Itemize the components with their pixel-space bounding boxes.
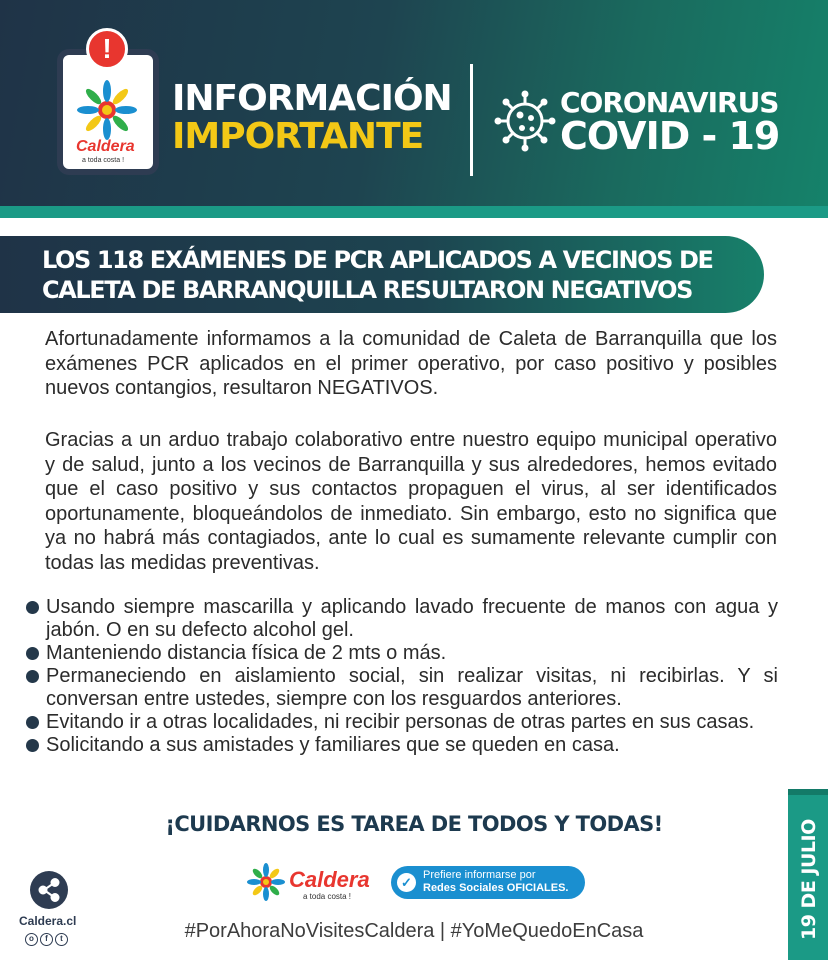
share-icon[interactable] xyxy=(30,871,68,909)
header-banner xyxy=(0,0,828,206)
title-informacion: INFORMACIÓN xyxy=(172,78,452,119)
instagram-icon[interactable]: o xyxy=(25,933,38,946)
alert-icon: ! xyxy=(86,28,128,70)
logo-brand: Caldera xyxy=(289,867,370,892)
title-importante: IMPORTANTE xyxy=(172,116,424,157)
bullet-icon xyxy=(26,670,39,683)
official-channels-badge[interactable] xyxy=(391,866,585,899)
list-item-text: Usando siempre mascarilla y aplicando lavado frecuente de manos con agua y jabón. O en su defecto alcohol gel. xyxy=(46,596,778,641)
check-icon: ✓ xyxy=(397,873,416,892)
list-item-text: Evitando ir a otras localidades, ni recibir personas de otras partes en sus casas. xyxy=(46,711,755,733)
list-item xyxy=(26,665,778,711)
list-item-text: Solicitando a sus amistades y familiares que se queden en casa. xyxy=(46,734,620,756)
bullet-icon xyxy=(26,716,39,729)
twitter-icon[interactable]: t xyxy=(55,933,68,946)
bullet-icon xyxy=(26,739,39,752)
header-accent-strip xyxy=(0,206,828,218)
header-divider xyxy=(470,64,473,176)
site-link[interactable]: Caldera.cl xyxy=(19,914,77,928)
logo-tagline: a toda costa ! xyxy=(303,892,352,901)
slogan: ¡CUIDARNOS ES TAREA DE TODOS Y TODAS! xyxy=(165,812,663,836)
bullet-icon xyxy=(26,601,39,614)
hashtags: #PorAhoraNoVisitesCaldera | #YoMeQuedoEnCasa xyxy=(184,920,644,942)
list-item xyxy=(26,596,778,642)
caldera-footer-logo xyxy=(245,862,375,902)
bullet-icon xyxy=(26,647,39,660)
virus-icon xyxy=(494,90,556,152)
sun-logo-icon xyxy=(245,862,289,902)
list-item-text: Manteniendo distancia física de 2 mts o más. xyxy=(46,642,447,664)
official-line-1: Prefiere informarse por xyxy=(423,869,536,881)
paragraph-explanation: Gracias a un arduo trabajo colaborativo entre nuestro equipo municipal operativo y de salud, junto a los vecinos de Barranquilla y sus alrededores, hemos evitado que el caso positivo y sus contactos propaguen el virus, al ser identificados oportunamente, bloqueándolos de inmediato. Sin embargo, esto no significa que ya no habrá más contagiados, ante lo cual es sumamente relevante cumplir con todas las medidas preventivas. xyxy=(45,429,777,574)
paragraph-announcement: Afortunadamente informamos a la comunidad de Caleta de Barranquilla que los exámenes PCR aplicados en el primer operativo, por caso positivo y posibles nuevos contangios, resultaron NEGATIVOS. xyxy=(45,328,777,399)
campaign-coronavirus: CORONAVIRUS xyxy=(560,86,779,119)
official-line-2: Redes Sociales OFICIALES. xyxy=(423,882,569,894)
logo-brand: Caldera xyxy=(76,138,135,155)
date-label: 19 DE JULIO xyxy=(798,819,820,941)
list-item xyxy=(26,734,778,757)
list-item xyxy=(26,711,778,734)
logo-tagline: a toda costa ! xyxy=(82,157,125,164)
share-glyph xyxy=(30,871,68,909)
sun-logo-icon xyxy=(74,80,140,140)
caldera-logo xyxy=(74,80,140,168)
headline-line-1: LOS 118 EXÁMENES DE PCR APLICADOS A VECINOS DE xyxy=(42,246,713,274)
campaign-covid19: COVID - 19 xyxy=(560,114,780,158)
headline-line-2: CALETA DE BARRANQUILLA RESULTARON NEGATIVOS xyxy=(42,276,693,304)
list-item-text: Permaneciendo en aislamiento social, sin realizar visitas, ni recibirlas. Y si conversan entre ustedes, siempre con los resguardos anteriores. xyxy=(46,665,778,710)
prevention-list xyxy=(26,596,778,757)
facebook-icon[interactable]: f xyxy=(40,933,53,946)
list-item xyxy=(26,642,778,665)
date-tab xyxy=(788,789,828,960)
